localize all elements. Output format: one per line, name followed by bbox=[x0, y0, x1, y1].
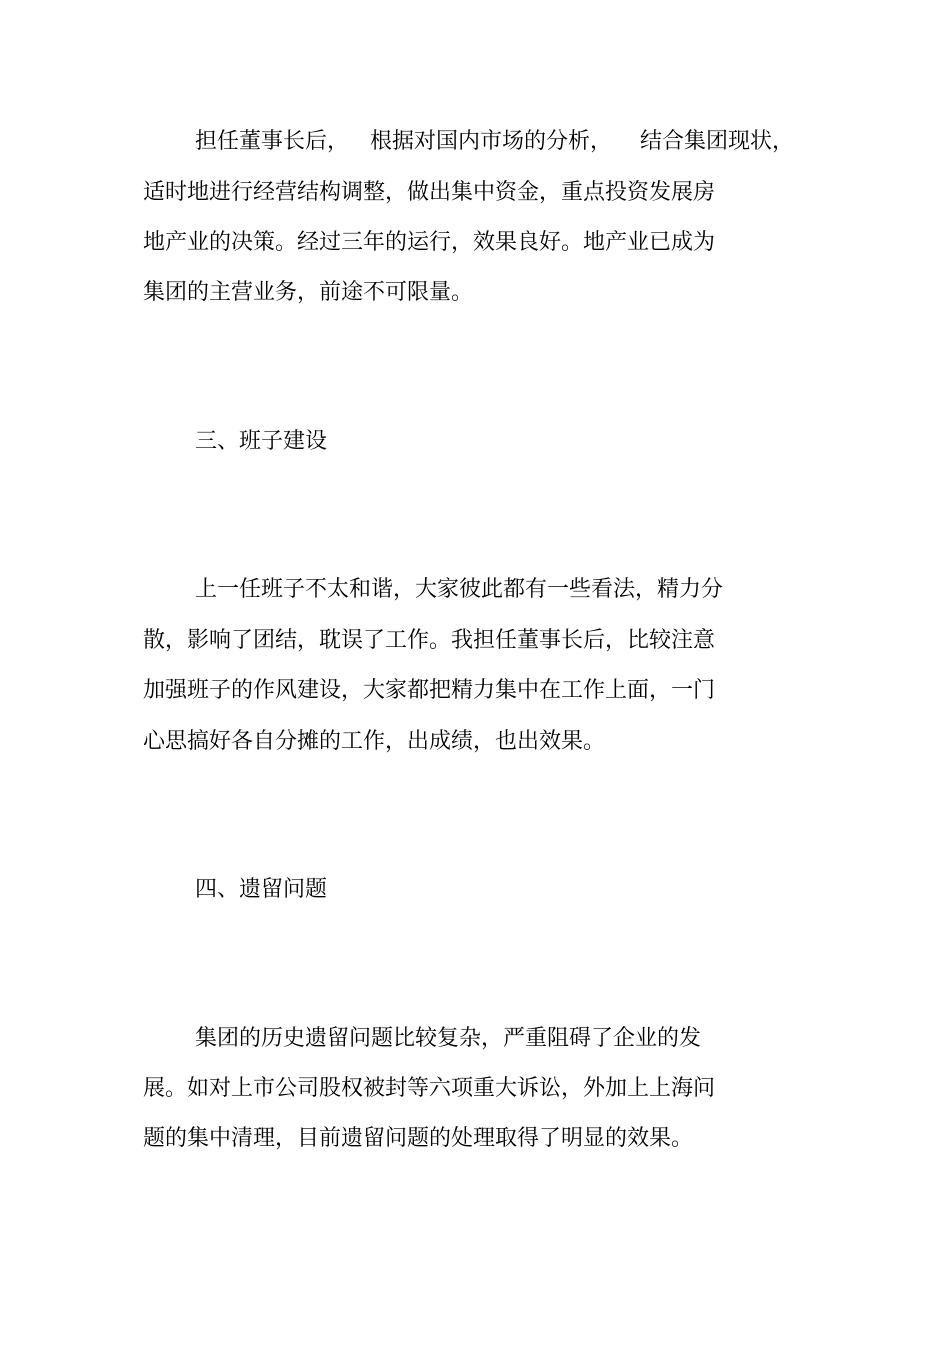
section-heading-3: 三、班子建设 bbox=[195, 429, 328, 454]
paragraph-2-line-3: 加强班子的作风建设，大家都把精力集中在工作上面，一门 bbox=[143, 678, 716, 703]
paragraph-1-line-1: 担任董事长后， 根据对国内市场的分析， 结合集团现状， bbox=[195, 129, 794, 154]
paragraph-1-line-3: 地产业的决策。经过三年的运行，效果良好。地产业已成为 bbox=[143, 230, 716, 255]
paragraph-3-line-1: 集团的历史遗留问题比较复杂，严重阻碍了企业的发 bbox=[195, 1026, 702, 1051]
paragraph-1-line-4: 集团的主营业务，前途不可限量。 bbox=[143, 280, 474, 305]
paragraph-2-line-1: 上一任班子不太和谐，大家彼此都有一些看法，精力分 bbox=[195, 577, 724, 602]
paragraph-2-line-2: 散，影响了团结，耽误了工作。我担任董事长后，比较注意 bbox=[143, 628, 716, 653]
paragraph-3-line-3: 题的集中清理，目前遗留问题的处理取得了明显的效果。 bbox=[143, 1126, 694, 1151]
paragraph-3-line-2: 展。如对上市公司股权被封等六项重大诉讼，外加上上海问 bbox=[143, 1076, 716, 1101]
section-heading-4: 四、遗留问题 bbox=[195, 877, 328, 902]
paragraph-1-line-2: 适时地进行经营结构调整，做出集中资金，重点投资发展房 bbox=[143, 180, 716, 205]
paragraph-2-line-4: 心思搞好各自分摊的工作，出成绩，也出效果。 bbox=[143, 729, 606, 754]
